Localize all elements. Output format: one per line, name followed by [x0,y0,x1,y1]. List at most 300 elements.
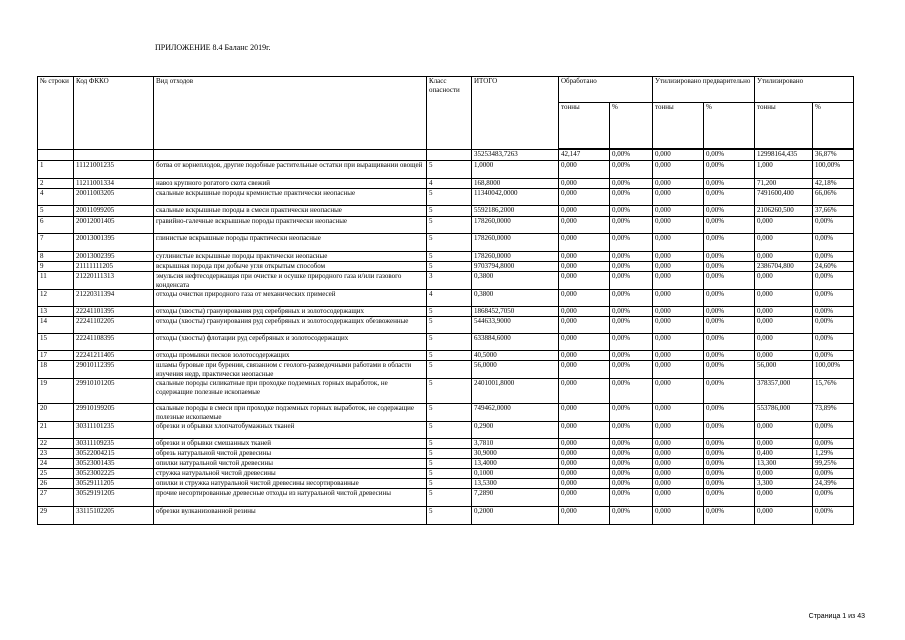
cell-processed-tons: 0,000 [559,439,610,449]
cell-fkko-code: 21111111205 [74,262,154,272]
cell-hazard-class: 3 [427,272,472,290]
cell-processed-tons: 0,000 [559,351,610,361]
cell-utilized-pre-tons: 0,000 [653,252,704,262]
cell-utilized-tons: 13,300 [755,459,813,469]
cell-processed-tons: 0,000 [559,217,610,234]
cell-processed-pct: 0,00% [610,379,653,404]
cell-utilized-tons: 7491600,400 [755,189,813,206]
cell-waste-type: ботва от корнеплодов, другие подобные растительные остатки при выращивании овощей [154,161,427,179]
table-row [38,161,854,179]
cell-waste-type: опилки и стружка натуральной чистой древесины несортированные [154,479,427,489]
cell-fkko-code: 30311109235 [74,439,154,449]
cell-utilized-tons: 0,000 [755,307,813,317]
table-row [38,479,854,489]
cell-utilized-pre-tons: 0,000 [653,469,704,479]
cell-waste-type: обрезки и обрывки смешанных тканей [154,439,427,449]
table-body [38,77,854,525]
cell-hazard-class: 5 [427,334,472,351]
cell-utilized-tons: 0,400 [755,449,813,459]
cell-total: 56,0000 [472,361,559,379]
cell-processed-tons: 0,000 [559,206,610,217]
cell-utilized-pct: 100,00% [813,361,854,379]
cell-processed-pct: 0,00% [610,217,653,234]
cell-utilized-pct: 24,60% [813,262,854,272]
cell-utilized-pct: 37,66% [813,206,854,217]
cell-utilized-pre-pct: 0,00% [704,179,755,189]
cell-processed-pct: 0,00% [610,206,653,217]
cell-fkko-code: 21220311394 [74,290,154,307]
cell-row-number: 29 [38,507,74,525]
cell-fkko-code: 30523002225 [74,469,154,479]
cell-utilized-pre-tons: 0,000 [653,307,704,317]
cell-fkko-code: 20011003205 [74,189,154,206]
cell-waste-type: обрезь натуральной чистой древесины [154,449,427,459]
cell-utilized-tons: 0,000 [755,317,813,334]
page-footer: Страница 1 из 43 [808,613,865,620]
cell-row-number: 7 [38,234,74,252]
cell-waste-type: шламы буровые при бурении, связанном с геолого-разведочными работами в области изучения недр, практически неопасные [154,361,427,379]
cell-processed-tons: 0,000 [559,307,610,317]
cell-waste-type: глинистые вскрышные породы практически неопасные [154,234,427,252]
cell-waste-type: эмульсия нефтесодержащая при очистке и осушке природного газа и/или газового конденсата [154,272,427,290]
subheader-pct: % [704,103,755,149]
subheader-pct: % [610,103,653,149]
cell-hazard-class: 4 [427,290,472,307]
cell-utilized-tons: 0,000 [755,439,813,449]
cell-hazard-class: 5 [427,351,472,361]
cell-utilized-tons: 2106260,500 [755,206,813,217]
cell-hazard-class: 5 [427,469,472,479]
cell-total: 1868452,7050 [472,307,559,317]
table-row [38,379,854,404]
cell-processed-tons: 0,000 [559,189,610,206]
cell-utilized-pre-pct: 0,00% [704,290,755,307]
cell-utilized-pre-pct: 0,00% [704,334,755,351]
cell-processed-pct: 0,00% [610,449,653,459]
cell-utilized-tons: 0,000 [755,489,813,507]
header-utilized-pre: Утилизировано предварительно [653,77,755,103]
cell-utilized-pct: 0,00% [813,334,854,351]
cell-row-number: 12 [38,290,74,307]
cell-utilized-tons: 0,000 [755,272,813,290]
cell-processed-tons: 0,000 [559,361,610,379]
cell-row-number: 18 [38,361,74,379]
cell-fkko-code: 11211001334 [74,179,154,189]
cell-total: 544633,9000 [472,317,559,334]
cell-hazard-class: 5 [427,479,472,489]
cell-utilized-tons: 0,000 [755,290,813,307]
cell-utilized-pre-tons: 0,000 [653,439,704,449]
cell-processed-tons: 0,000 [559,404,610,422]
cell-row-number: 23 [38,449,74,459]
cell-hazard-class: 5 [427,489,472,507]
cell-utilized-pct: 100,00% [813,161,854,179]
cell-processed-tons: 0,000 [559,290,610,307]
cell-utilized-pre-pct: 0,00% [704,234,755,252]
cell-utilized-pct: 0,00% [813,217,854,234]
cell-processed-pct: 0,00% [610,469,653,479]
cell-hazard-class: 5 [427,459,472,469]
cell-hazard-class: 5 [427,507,472,525]
cell-waste-type: гравийно-галечные вскрышные породы практически неопасные [154,217,427,234]
cell-processed-tons: 0,000 [559,449,610,459]
cell-total: 9703794,8000 [472,262,559,272]
cell-utilized-pct: 0,00% [813,252,854,262]
table-row [38,351,854,361]
cell-hazard-class: 5 [427,404,472,422]
cell-utilized-pre-pct: 0,00% [704,479,755,489]
cell-processed-pct: 0,00% [610,252,653,262]
cell-utilized-pre-pct: 0,00% [704,459,755,469]
cell-utilized-pct: 0,00% [813,507,854,525]
cell-utilized-tons: 0,000 [755,234,813,252]
cell-utilized-pre-pct: 0,00% [704,272,755,290]
cell-total: 3,7810 [472,439,559,449]
cell-row-number: 9 [38,262,74,272]
subheader-tons: тонны [559,103,610,149]
cell-hazard-class: 5 [427,161,472,179]
table-row [38,404,854,422]
cell-fkko-code: 22241101395 [74,307,154,317]
totals-processed-tons: 42,147 [559,150,610,161]
cell-utilized-tons: 2386704,800 [755,262,813,272]
table-row [38,217,854,234]
cell-row-number: 22 [38,439,74,449]
cell-processed-tons: 0,000 [559,161,610,179]
cell-hazard-class: 5 [427,262,472,272]
cell-row-number: 1 [38,161,74,179]
cell-fkko-code: 20012001405 [74,217,154,234]
cell-utilized-tons: 0,000 [755,422,813,439]
cell-fkko-code: 30523001435 [74,459,154,469]
cell-utilized-pre-pct: 0,00% [704,317,755,334]
cell-utilized-tons: 0,000 [755,334,813,351]
table-row [38,361,854,379]
subheader-tons: тонны [653,103,704,149]
table-row [38,459,854,469]
cell-processed-tons: 0,000 [559,334,610,351]
table-row [38,234,854,252]
cell-fkko-code: 33115102205 [74,507,154,525]
cell-waste-type: обрезки и обрывки хлопчатобумажных тканей [154,422,427,439]
cell-utilized-pre-tons: 0,000 [653,234,704,252]
cell-row-number: 14 [38,317,74,334]
cell-utilized-pre-pct: 0,00% [704,217,755,234]
cell-utilized-pre-tons: 0,000 [653,422,704,439]
cell-fkko-code: 29910199205 [74,404,154,422]
cell-utilized-pct: 0,00% [813,290,854,307]
cell-utilized-pre-tons: 0,000 [653,189,704,206]
cell-hazard-class: 5 [427,189,472,206]
cell-row-number: 6 [38,217,74,234]
cell-hazard-class: 5 [427,252,472,262]
table-row [38,307,854,317]
table-row [38,489,854,507]
cell-fkko-code: 30311101235 [74,422,154,439]
cell-total: 0,1000 [472,469,559,479]
cell-processed-tons: 0,000 [559,479,610,489]
cell-total: 0,3800 [472,290,559,307]
cell-waste-type: отходы (хвосты) грануирования руд серебряных и золотосодержащих [154,307,427,317]
cell-processed-pct: 0,00% [610,290,653,307]
table-row [38,507,854,525]
cell-waste-type: опилки натуральной чистой древесины [154,459,427,469]
cell-total: 178260,0000 [472,252,559,262]
cell-waste-type: навоз крупного рогатого скота свежий [154,179,427,189]
cell-processed-pct: 0,00% [610,351,653,361]
cell-utilized-pre-tons: 0,000 [653,179,704,189]
table-row [38,439,854,449]
cell-utilized-pre-tons: 0,000 [653,361,704,379]
cell-hazard-class: 5 [427,217,472,234]
cell-waste-type: отходы (хвосты) грануирования руд серебряных и золотосодержащих обезвоженные [154,317,427,334]
cell-utilized-tons: 0,000 [755,351,813,361]
cell-processed-pct: 0,00% [610,179,653,189]
cell-processed-tons: 0,000 [559,272,610,290]
document-title: ПРИЛОЖЕНИЕ 8.4 Баланс 2019г. [155,43,271,52]
cell-processed-tons: 0,000 [559,469,610,479]
cell-total: 2401001,8000 [472,379,559,404]
cell-processed-pct: 0,00% [610,422,653,439]
cell-row-number: 26 [38,479,74,489]
cell-utilized-pct: 42,18% [813,179,854,189]
cell-processed-pct: 0,00% [610,489,653,507]
cell-processed-pct: 0,00% [610,262,653,272]
cell-utilized-pre-tons: 0,000 [653,217,704,234]
cell-row-number: 2 [38,179,74,189]
cell-utilized-tons: 3,300 [755,479,813,489]
cell-waste-type: суглинистые вскрышные породы практически неопасные [154,252,427,262]
table-row [38,262,854,272]
cell-utilized-tons: 553786,000 [755,404,813,422]
cell-utilized-pre-tons: 0,000 [653,262,704,272]
table-row [38,422,854,439]
cell-processed-tons: 0,000 [559,422,610,439]
cell-processed-tons: 0,000 [559,507,610,525]
cell-utilized-pre-tons: 0,000 [653,161,704,179]
cell-utilized-pre-tons: 0,000 [653,489,704,507]
cell-utilized-pre-pct: 0,00% [704,469,755,479]
cell-fkko-code: 11121001235 [74,161,154,179]
cell-processed-pct: 0,00% [610,317,653,334]
subheader-pct: % [813,103,854,149]
header-type: Вид отходов [154,77,427,150]
cell-fkko-code: 20011099205 [74,206,154,217]
cell-hazard-class: 4 [427,179,472,189]
cell-processed-pct: 0,00% [610,439,653,449]
cell-utilized-tons: 56,000 [755,361,813,379]
cell-hazard-class: 5 [427,361,472,379]
cell-utilized-pre-tons: 0,000 [653,334,704,351]
cell-utilized-tons: 0,000 [755,469,813,479]
totals-utilized-pct: 36,87% [813,150,854,161]
cell-waste-type: обрезки вулканизованной резины [154,507,427,525]
cell-processed-tons: 0,000 [559,379,610,404]
cell-utilized-pre-pct: 0,00% [704,439,755,449]
cell-processed-pct: 0,00% [610,161,653,179]
cell-utilized-pct: 0,00% [813,307,854,317]
cell-utilized-pct: 73,89% [813,404,854,422]
cell-total: 0,3800 [472,272,559,290]
cell-utilized-tons: 71,200 [755,179,813,189]
cell-utilized-pre-tons: 0,000 [653,290,704,307]
cell-utilized-pct: 1,29% [813,449,854,459]
cell-utilized-pre-pct: 0,00% [704,262,755,272]
cell-utilized-pct: 66,06% [813,189,854,206]
totals-total: 35253483,7263 [472,150,559,161]
cell-total: 0,2900 [472,422,559,439]
cell-total: 40,5000 [472,351,559,361]
cell-processed-pct: 0,00% [610,334,653,351]
cell-row-number: 13 [38,307,74,317]
cell-utilized-pre-pct: 0,00% [704,307,755,317]
cell-waste-type: вскрышная порода при добыче угля открытым способом [154,262,427,272]
cell-total: 5592186,2000 [472,206,559,217]
cell-hazard-class: 5 [427,234,472,252]
cell-utilized-pre-tons: 0,000 [653,206,704,217]
cell-fkko-code: 20013002395 [74,252,154,262]
cell-utilized-pct: 0,00% [813,272,854,290]
cell-waste-type: прочие несортированные древесные отходы из натуральной чистой древесины [154,489,427,507]
cell-utilized-pct: 0,00% [813,469,854,479]
cell-utilized-pre-pct: 0,00% [704,351,755,361]
cell-total: 7,2890 [472,489,559,507]
cell-fkko-code: 20013001395 [74,234,154,252]
cell-fkko-code: 29910101205 [74,379,154,404]
cell-waste-type: скальные вскрышные породы кремнистые практически неопасные [154,189,427,206]
cell-total: 178260,0000 [472,217,559,234]
cell-waste-type: стружка натуральной чистой древесины [154,469,427,479]
table-row [38,179,854,189]
subheader-tons: тонны [755,103,813,149]
cell-utilized-pct: 0,00% [813,234,854,252]
cell-utilized-pre-pct: 0,00% [704,489,755,507]
cell-utilized-tons: 0,000 [755,217,813,234]
cell-utilized-pct: 0,00% [813,489,854,507]
cell-utilized-tons: 0,000 [755,252,813,262]
cell-total: 13,4000 [472,459,559,469]
cell-utilized-pre-pct: 0,00% [704,361,755,379]
cell-utilized-pre-pct: 0,00% [704,206,755,217]
cell-utilized-pct: 15,76% [813,379,854,404]
cell-utilized-tons: 0,000 [755,507,813,525]
cell-row-number: 24 [38,459,74,469]
cell-utilized-pre-tons: 0,000 [653,449,704,459]
cell-processed-tons: 0,000 [559,234,610,252]
cell-processed-tons: 0,000 [559,317,610,334]
cell-utilized-pct: 0,00% [813,351,854,361]
cell-utilized-pre-pct: 0,00% [704,252,755,262]
table-row [38,290,854,307]
cell-row-number: 17 [38,351,74,361]
cell-utilized-pct: 0,00% [813,317,854,334]
cell-total: 13,5300 [472,479,559,489]
cell-fkko-code: 22241102205 [74,317,154,334]
cell-utilized-pre-tons: 0,000 [653,351,704,361]
cell-utilized-pre-tons: 0,000 [653,379,704,404]
totals-utilized-tons: 12998164,435 [755,150,813,161]
cell-utilized-pre-pct: 0,00% [704,404,755,422]
cell-waste-type: отходы очистки природного газа от механических примесей [154,290,427,307]
header-class: Класс опасности [427,77,472,150]
table-row [38,272,854,290]
cell-hazard-class: 5 [427,206,472,217]
cell-utilized-tons: 378357,000 [755,379,813,404]
cell-utilized-pre-tons: 0,000 [653,272,704,290]
cell-row-number: 4 [38,189,74,206]
cell-utilized-pre-pct: 0,00% [704,379,755,404]
cell-processed-pct: 0,00% [610,507,653,525]
cell-processed-tons: 0,000 [559,459,610,469]
cell-processed-tons: 0,000 [559,489,610,507]
cell-utilized-pct: 0,00% [813,439,854,449]
header-code: Код ФККО [74,77,154,150]
cell-row-number: 11 [38,272,74,290]
cell-utilized-pre-tons: 0,000 [653,404,704,422]
cell-utilized-pre-pct: 0,00% [704,507,755,525]
cell-total: 749462,0000 [472,404,559,422]
cell-processed-tons: 0,000 [559,262,610,272]
totals-utilized-pre-pct: 0,00% [704,150,755,161]
cell-fkko-code: 22241211405 [74,351,154,361]
cell-row-number: 27 [38,489,74,507]
cell-utilized-pct: 99,25% [813,459,854,469]
cell-processed-pct: 0,00% [610,234,653,252]
cell-row-number: 20 [38,404,74,422]
table-row [38,469,854,479]
totals-utilized-pre-tons: 0,000 [653,150,704,161]
header-utilized: Утилизировано [755,77,854,103]
table-row [38,449,854,459]
cell-utilized-pre-pct: 0,00% [704,422,755,439]
cell-utilized-pre-tons: 0,000 [653,459,704,469]
cell-waste-type: скальные вскрышные породы в смеси практически неопасные [154,206,427,217]
table-row [38,189,854,206]
cell-fkko-code: 29010112395 [74,361,154,379]
cell-total: 633884,6000 [472,334,559,351]
cell-processed-pct: 0,00% [610,189,653,206]
header-row [38,77,854,103]
cell-hazard-class: 5 [427,422,472,439]
cell-utilized-pct: 0,00% [813,422,854,439]
cell-fkko-code: 30522004215 [74,449,154,459]
cell-processed-pct: 0,00% [610,361,653,379]
cell-row-number: 8 [38,252,74,262]
cell-processed-tons: 0,000 [559,252,610,262]
totals-row [38,150,854,161]
header-total: ИТОГО [472,77,559,150]
cell-total: 168,8000 [472,179,559,189]
cell-utilized-pct: 24,39% [813,479,854,489]
cell-row-number: 21 [38,422,74,439]
totals-processed-pct: 0,00% [610,150,653,161]
cell-utilized-pre-pct: 0,00% [704,449,755,459]
cell-total: 0,2000 [472,507,559,525]
cell-row-number: 19 [38,379,74,404]
cell-waste-type: скальные породы силикатные при проходке подземных горных выработок, не содержащие полезные ископаемые [154,379,427,404]
cell-processed-pct: 0,00% [610,479,653,489]
cell-processed-pct: 0,00% [610,459,653,469]
cell-waste-type: скальные породы в смеси при проходке подземных горных выработок, не содержащие полезные ископаемые [154,404,427,422]
cell-utilized-pre-tons: 0,000 [653,479,704,489]
cell-row-number: 25 [38,469,74,479]
cell-processed-pct: 0,00% [610,404,653,422]
cell-fkko-code: 22241108395 [74,334,154,351]
cell-total: 11340042,0000 [472,189,559,206]
cell-fkko-code: 21220111313 [74,272,154,290]
cell-utilized-tons: 1,000 [755,161,813,179]
cell-hazard-class: 5 [427,449,472,459]
